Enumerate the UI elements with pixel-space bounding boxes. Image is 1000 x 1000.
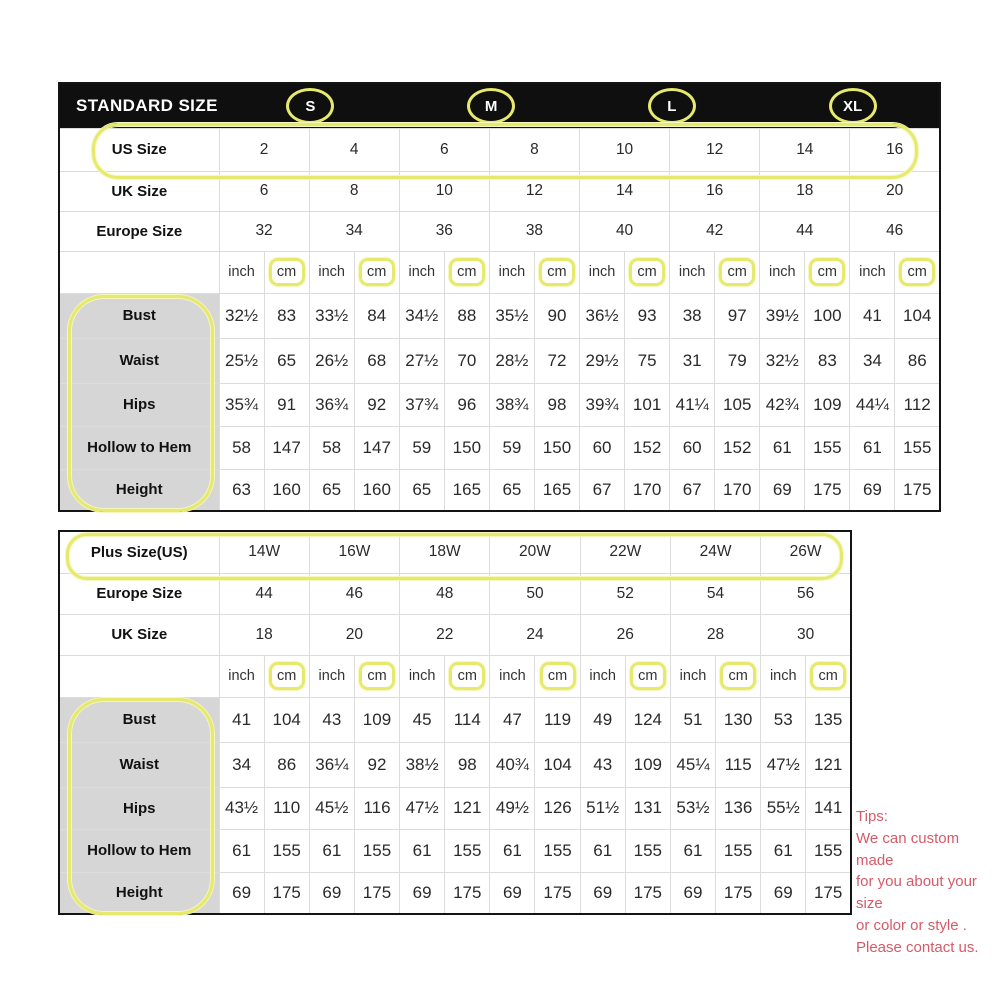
measurement-cell: 36¾ — [309, 383, 354, 426]
measurement-cell: 47½ — [761, 742, 806, 787]
measurement-cell: 98 — [445, 742, 490, 787]
measurement-cell: 110 — [264, 787, 309, 829]
measurement-label: Waist — [59, 742, 219, 787]
size-cell: 54 — [670, 573, 760, 614]
measurement-cell: 147 — [264, 426, 309, 469]
measurement-cell: 29½ — [580, 338, 625, 383]
size-group-badge-xl: XL — [829, 88, 877, 124]
measurement-cell: 38 — [670, 293, 715, 338]
measurement-row — [59, 338, 940, 383]
units-row — [59, 251, 940, 293]
measurement-cell: 69 — [580, 872, 625, 914]
measurement-cell: 28½ — [489, 338, 534, 383]
measurement-cell: 104 — [895, 293, 940, 338]
size-cell: 36 — [399, 211, 489, 251]
measurement-cell: 45 — [400, 697, 445, 742]
measurement-row — [59, 426, 940, 469]
measurement-cell: 96 — [444, 383, 489, 426]
tips-line: for you about your size — [856, 873, 977, 912]
measurement-cell: 61 — [580, 829, 625, 872]
size-cell: 56 — [761, 573, 851, 614]
measurement-cell: 141 — [806, 787, 851, 829]
measurement-row — [59, 742, 851, 787]
measurement-cell: 175 — [625, 872, 670, 914]
measurement-row — [59, 829, 851, 872]
measurement-cell: 175 — [535, 872, 580, 914]
measurement-cell: 109 — [625, 742, 670, 787]
measurement-cell: 59 — [489, 426, 534, 469]
measurement-cell: 175 — [354, 872, 399, 914]
measurement-cell: 150 — [534, 426, 579, 469]
cm-highlight-badge: cm — [629, 258, 665, 287]
size-row — [59, 128, 940, 171]
inch-header-cell: inch — [219, 655, 264, 697]
row-label: Plus Size(US) — [59, 531, 219, 573]
inch-header-cell: inch — [490, 655, 535, 697]
measurement-cell: 88 — [444, 293, 489, 338]
measurement-cell: 155 — [806, 829, 851, 872]
measurement-cell: 34 — [219, 742, 264, 787]
measurement-cell: 115 — [716, 742, 761, 787]
measurement-cell: 104 — [535, 742, 580, 787]
measurement-cell: 155 — [535, 829, 580, 872]
measurement-cell: 175 — [716, 872, 761, 914]
measurement-cell: 135 — [806, 697, 851, 742]
measurement-cell: 112 — [895, 383, 940, 426]
measurement-cell: 61 — [760, 426, 805, 469]
units-row — [59, 655, 851, 697]
measurement-cell: 65 — [399, 469, 444, 511]
size-cell: 18 — [219, 614, 309, 655]
measurement-cell: 34 — [850, 338, 895, 383]
size-cell: 44 — [219, 573, 309, 614]
measurement-cell: 75 — [625, 338, 670, 383]
size-cell: 6 — [219, 171, 309, 211]
measurement-cell: 67 — [670, 469, 715, 511]
measurement-cell: 59 — [399, 426, 444, 469]
measurement-cell: 33½ — [309, 293, 354, 338]
size-cell: 8 — [489, 128, 579, 171]
measurement-cell: 43 — [580, 742, 625, 787]
measurement-cell: 49 — [580, 697, 625, 742]
measurement-cell: 65 — [309, 469, 354, 511]
custom-made-tips — [856, 806, 998, 958]
measurement-cell: 131 — [625, 787, 670, 829]
row-label: UK Size — [59, 614, 219, 655]
measurement-cell: 32½ — [760, 338, 805, 383]
measurement-cell: 61 — [219, 829, 264, 872]
measurement-label: Hips — [59, 787, 219, 829]
size-cell: 26W — [761, 531, 851, 573]
measurement-cell: 61 — [400, 829, 445, 872]
measurement-label: Bust — [59, 697, 219, 742]
measurement-cell: 60 — [580, 426, 625, 469]
size-cell: 20 — [309, 614, 399, 655]
measurement-cell: 130 — [716, 697, 761, 742]
cm-highlight-badge: cm — [449, 258, 485, 287]
standard-size-table-mount — [58, 82, 941, 512]
measurement-cell: 175 — [445, 872, 490, 914]
measurement-cell: 109 — [354, 697, 399, 742]
inch-header-cell: inch — [309, 655, 354, 697]
measurement-label: Hollow to Hem — [59, 829, 219, 872]
measurement-cell: 155 — [354, 829, 399, 872]
measurement-cell: 32½ — [219, 293, 264, 338]
size-group-badge-s: S — [286, 88, 334, 124]
tips-line: We can custom made — [856, 829, 960, 869]
measurement-cell: 61 — [670, 829, 715, 872]
cm-highlight-badge: cm — [630, 662, 666, 691]
measurement-cell: 38¾ — [489, 383, 534, 426]
size-row — [59, 573, 851, 614]
measurement-row — [59, 293, 940, 338]
measurement-cell: 39¾ — [580, 383, 625, 426]
measurement-cell: 83 — [805, 338, 850, 383]
cm-header-cell — [895, 251, 940, 293]
size-cell: 10 — [399, 171, 489, 211]
row-label: Europe Size — [59, 573, 219, 614]
measurement-cell: 69 — [670, 872, 715, 914]
measurement-cell: 65 — [489, 469, 534, 511]
size-group-badge-l: L — [648, 88, 696, 124]
size-cell: 14 — [760, 128, 850, 171]
measurement-label: Hips — [59, 383, 219, 426]
cm-header-cell — [534, 251, 579, 293]
size-cell: 8 — [309, 171, 399, 211]
size-row — [59, 171, 940, 211]
measurement-cell: 45¼ — [670, 742, 715, 787]
measurement-cell: 44¼ — [850, 383, 895, 426]
measurement-cell: 84 — [354, 293, 399, 338]
cm-highlight-badge: cm — [449, 662, 485, 691]
measurement-cell: 124 — [625, 697, 670, 742]
measurement-cell: 45½ — [309, 787, 354, 829]
measurement-cell: 175 — [895, 469, 940, 511]
measurement-cell: 91 — [264, 383, 309, 426]
measurement-cell: 126 — [535, 787, 580, 829]
measurement-cell: 69 — [309, 872, 354, 914]
measurement-cell: 58 — [309, 426, 354, 469]
measurement-cell: 155 — [445, 829, 490, 872]
tips-title: Tips: — [856, 808, 888, 825]
measurement-cell: 92 — [354, 383, 399, 426]
cm-header-cell — [625, 251, 670, 293]
inch-header-cell: inch — [219, 251, 264, 293]
measurement-label: Height — [59, 872, 219, 914]
inch-header-cell: inch — [850, 251, 895, 293]
table-header — [59, 83, 940, 128]
measurement-cell: 165 — [444, 469, 489, 511]
measurement-cell: 175 — [264, 872, 309, 914]
measurement-row — [59, 872, 851, 914]
measurement-cell: 37¾ — [399, 383, 444, 426]
measurement-cell: 36¼ — [309, 742, 354, 787]
measurement-row — [59, 787, 851, 829]
size-cell: 20W — [490, 531, 580, 573]
inch-header-cell: inch — [670, 655, 715, 697]
measurement-cell: 86 — [895, 338, 940, 383]
measurement-cell: 136 — [716, 787, 761, 829]
measurement-cell: 61 — [850, 426, 895, 469]
row-label: Europe Size — [59, 211, 219, 251]
standard-size-table-section — [58, 82, 941, 512]
size-row — [59, 211, 940, 251]
cm-header-cell — [354, 655, 399, 697]
size-cell: 50 — [490, 573, 580, 614]
measurement-cell: 100 — [805, 293, 850, 338]
measurement-cell: 114 — [445, 697, 490, 742]
measurement-cell: 61 — [761, 829, 806, 872]
measurement-cell: 150 — [444, 426, 489, 469]
cm-header-cell — [264, 655, 309, 697]
size-cell: 4 — [309, 128, 399, 171]
size-cell: 46 — [850, 211, 940, 251]
measurement-cell: 38½ — [400, 742, 445, 787]
measurement-cell: 49½ — [490, 787, 535, 829]
measurement-cell: 119 — [535, 697, 580, 742]
measurement-cell: 25½ — [219, 338, 264, 383]
size-cell: 40 — [580, 211, 670, 251]
measurement-row — [59, 697, 851, 742]
row-label: UK Size — [59, 171, 219, 211]
cm-header-cell — [716, 655, 761, 697]
size-cell: 18 — [760, 171, 850, 211]
measurement-cell: 51½ — [580, 787, 625, 829]
cm-highlight-badge: cm — [809, 258, 845, 287]
measurement-cell: 104 — [264, 697, 309, 742]
measurement-label: Bust — [59, 293, 219, 338]
measurement-cell: 72 — [534, 338, 579, 383]
measurement-cell: 35½ — [489, 293, 534, 338]
measurement-row — [59, 383, 940, 426]
measurement-cell: 53½ — [670, 787, 715, 829]
inch-header-cell: inch — [580, 655, 625, 697]
size-cell: 38 — [489, 211, 579, 251]
measurement-cell: 69 — [760, 469, 805, 511]
measurement-cell: 165 — [534, 469, 579, 511]
measurement-cell: 93 — [625, 293, 670, 338]
cm-highlight-badge: cm — [359, 662, 395, 691]
inch-header-cell: inch — [670, 251, 715, 293]
cm-highlight-badge: cm — [719, 258, 755, 287]
measurement-cell: 90 — [534, 293, 579, 338]
measurement-cell: 42¾ — [760, 383, 805, 426]
measurement-cell: 147 — [354, 426, 399, 469]
cm-header-cell — [625, 655, 670, 697]
size-cell: 14W — [219, 531, 309, 573]
cm-header-cell — [806, 655, 851, 697]
measurement-cell: 105 — [715, 383, 760, 426]
measurement-cell: 170 — [715, 469, 760, 511]
header-row — [59, 83, 940, 128]
cm-header-cell — [445, 655, 490, 697]
measurement-cell: 63 — [219, 469, 264, 511]
plus-size-table-mount — [58, 530, 852, 915]
measurement-cell: 47½ — [400, 787, 445, 829]
measurement-cell: 155 — [895, 426, 940, 469]
size-cell: 12 — [489, 171, 579, 211]
measurement-cell: 152 — [715, 426, 760, 469]
cm-header-cell — [354, 251, 399, 293]
size-cell: 28 — [670, 614, 760, 655]
size-cell: 12 — [670, 128, 760, 171]
measurement-cell: 155 — [805, 426, 850, 469]
measurement-cell: 53 — [761, 697, 806, 742]
inch-header-cell: inch — [399, 251, 444, 293]
measurement-cell: 97 — [715, 293, 760, 338]
size-cell: 20 — [850, 171, 940, 211]
measurement-cell: 109 — [805, 383, 850, 426]
measurement-cell: 65 — [264, 338, 309, 383]
cm-header-cell — [715, 251, 760, 293]
size-cell: 16 — [850, 128, 940, 171]
size-cell: 44 — [760, 211, 850, 251]
measurement-row — [59, 469, 940, 511]
measurement-cell: 79 — [715, 338, 760, 383]
measurement-cell: 160 — [354, 469, 399, 511]
size-cell: 42 — [670, 211, 760, 251]
measurement-cell: 69 — [219, 872, 264, 914]
measurement-cell: 41 — [850, 293, 895, 338]
cm-highlight-badge: cm — [540, 662, 576, 691]
cm-highlight-badge: cm — [269, 258, 305, 287]
measurement-cell: 40¾ — [490, 742, 535, 787]
measurement-label: Hollow to Hem — [59, 426, 219, 469]
cm-highlight-badge: cm — [539, 258, 575, 287]
measurement-cell: 51 — [670, 697, 715, 742]
measurement-cell: 27½ — [399, 338, 444, 383]
measurement-cell: 26½ — [309, 338, 354, 383]
measurement-cell: 69 — [761, 872, 806, 914]
size-cell: 24W — [670, 531, 760, 573]
measurement-cell: 61 — [490, 829, 535, 872]
measurement-cell: 121 — [806, 742, 851, 787]
cm-header-cell — [535, 655, 580, 697]
cm-highlight-badge: cm — [899, 258, 935, 287]
measurement-cell: 34½ — [399, 293, 444, 338]
cm-highlight-badge: cm — [810, 662, 846, 691]
table-title: STANDARD SIZE — [76, 95, 218, 115]
measurement-cell: 69 — [400, 872, 445, 914]
size-cell: 6 — [399, 128, 489, 171]
measurement-cell: 69 — [850, 469, 895, 511]
size-cell: 52 — [580, 573, 670, 614]
row-label: US Size — [59, 128, 219, 171]
tips-line: Please contact us. — [856, 938, 979, 956]
plus-size-table — [58, 530, 852, 915]
cm-header-cell — [264, 251, 309, 293]
measurement-cell: 60 — [670, 426, 715, 469]
size-cell: 2 — [219, 128, 309, 171]
cm-highlight-badge: cm — [269, 662, 305, 691]
measurement-cell: 170 — [625, 469, 670, 511]
cm-highlight-badge: cm — [359, 258, 395, 287]
measurement-label: Height — [59, 469, 219, 511]
size-cell: 34 — [309, 211, 399, 251]
inch-header-cell: inch — [580, 251, 625, 293]
measurement-cell: 39½ — [760, 293, 805, 338]
measurement-cell: 101 — [625, 383, 670, 426]
measurement-cell: 152 — [625, 426, 670, 469]
size-cell: 22 — [400, 614, 490, 655]
size-cell: 30 — [761, 614, 851, 655]
size-cell: 24 — [490, 614, 580, 655]
size-row — [59, 614, 851, 655]
measurement-cell: 83 — [264, 293, 309, 338]
measurement-cell: 43½ — [219, 787, 264, 829]
measurement-cell: 61 — [309, 829, 354, 872]
measurement-cell: 86 — [264, 742, 309, 787]
size-cell: 46 — [309, 573, 399, 614]
size-group-badge-m: M — [467, 88, 515, 124]
units-row-label — [59, 655, 219, 697]
plus-size-table-section — [58, 530, 852, 915]
measurement-cell: 70 — [444, 338, 489, 383]
measurement-cell: 41¼ — [670, 383, 715, 426]
measurement-cell: 47 — [490, 697, 535, 742]
measurement-cell: 55½ — [761, 787, 806, 829]
size-cell: 16 — [670, 171, 760, 211]
units-row-label — [59, 251, 219, 293]
measurement-cell: 69 — [490, 872, 535, 914]
measurement-cell: 116 — [354, 787, 399, 829]
measurement-cell: 68 — [354, 338, 399, 383]
cm-highlight-badge: cm — [720, 662, 756, 691]
cm-header-cell — [444, 251, 489, 293]
size-cell: 16W — [309, 531, 399, 573]
measurement-label: Waist — [59, 338, 219, 383]
measurement-cell: 31 — [670, 338, 715, 383]
measurement-cell: 41 — [219, 697, 264, 742]
size-cell: 18W — [400, 531, 490, 573]
tips-line: or color or style . — [856, 916, 967, 934]
measurement-cell: 58 — [219, 426, 264, 469]
measurement-cell: 160 — [264, 469, 309, 511]
inch-header-cell: inch — [760, 251, 805, 293]
measurement-cell: 36½ — [580, 293, 625, 338]
measurement-cell: 43 — [309, 697, 354, 742]
inch-header-cell: inch — [761, 655, 806, 697]
measurement-cell: 92 — [354, 742, 399, 787]
cm-header-cell — [805, 251, 850, 293]
measurement-cell: 155 — [625, 829, 670, 872]
size-cell: 10 — [580, 128, 670, 171]
inch-header-cell: inch — [400, 655, 445, 697]
size-row — [59, 531, 851, 573]
inch-header-cell: inch — [309, 251, 354, 293]
size-cell: 48 — [400, 573, 490, 614]
inch-header-cell: inch — [489, 251, 534, 293]
measurement-cell: 175 — [806, 872, 851, 914]
measurement-cell: 35¾ — [219, 383, 264, 426]
measurement-cell: 67 — [580, 469, 625, 511]
size-cell: 14 — [580, 171, 670, 211]
size-cell: 32 — [219, 211, 309, 251]
standard-size-table — [58, 82, 941, 512]
measurement-cell: 98 — [534, 383, 579, 426]
measurement-cell: 155 — [716, 829, 761, 872]
measurement-cell: 121 — [445, 787, 490, 829]
measurement-cell: 155 — [264, 829, 309, 872]
measurement-cell: 175 — [805, 469, 850, 511]
size-cell: 22W — [580, 531, 670, 573]
size-cell: 26 — [580, 614, 670, 655]
